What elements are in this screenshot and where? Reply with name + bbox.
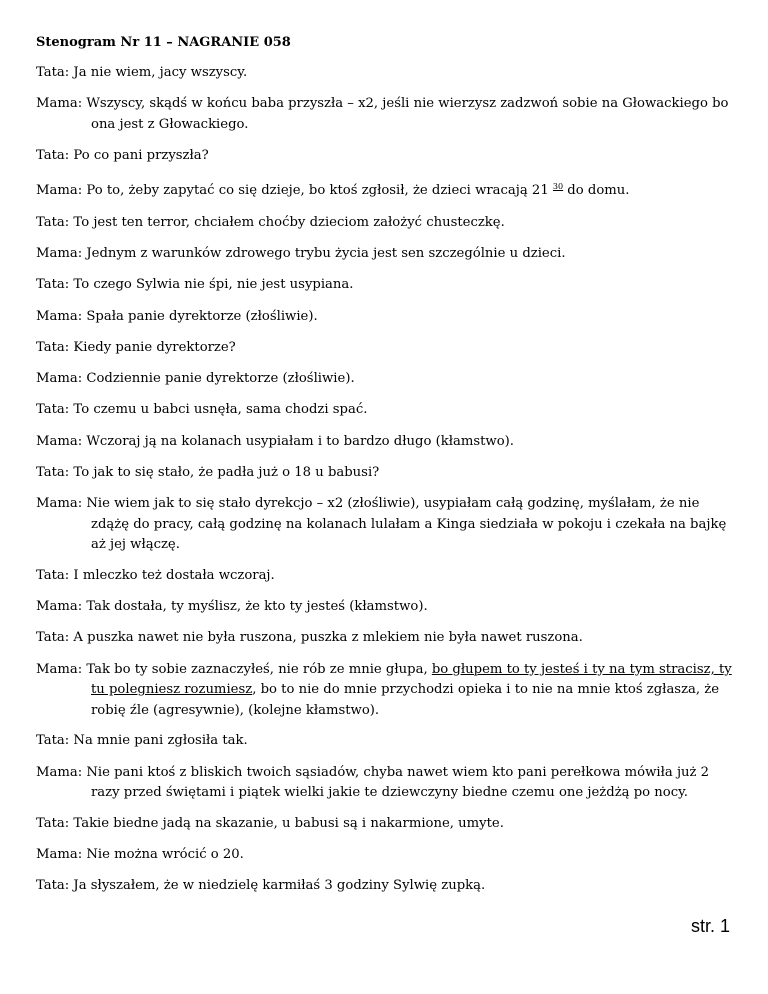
transcript-line: Tata: To jest ten terror, chciałem choćby dzieciom założyć chusteczkę.: [36, 214, 505, 230]
transcript-line: Tata: Na mnie pani zgłosiła tak.: [36, 733, 248, 749]
transcript-line: Mama: Nie pani ktoś z bliskich twoich sąsiadów, chyba nawet wiem kto pani perełkowa mówiła już 2 razy przed świętami i piątek wielki jakie te dziewczyny biedne czemu one jeżdżą po nocy.: [36, 764, 710, 801]
transcript-line: Mama: Nie wiem jak to się stało dyrekcjo – x2 (złośliwie), usypiałam całą godzinę, myślałam, że nie zdążę do pracy, całą godzinę na kolanach lulałam a Kinga siedziała w pokoju i czekała na bajkę aż jej włączę.: [36, 496, 727, 553]
underlined-text: bo głupem to ty jesteś i ty na tym stracisz, ty tu polegniesz rozumiesz: [91, 661, 732, 698]
transcript-document: [36, 33, 736, 907]
transcript-line: Tata: To jak to się stało, że padła już o 18 u babusi?: [36, 465, 380, 481]
document-title: Stenogram Nr 11 – NAGRANIE 058: [36, 35, 291, 50]
transcript-line: Mama: Wszyscy, skądś w końcu baba przyszła – x2, jeśli nie wierzysz zadzwoń sobie na Głowackiego bo ona jest z Głowackiego.: [36, 96, 729, 132]
transcript-line: Tata: A puszka nawet nie była ruszona, puszka z mlekiem nie była nawet ruszona.: [36, 630, 583, 646]
transcript-line: Tata: Kiedy panie dyrektorze?: [36, 339, 236, 355]
line-text: Mama: Po to, żeby zapytać co się dzieje, bo ktoś zgłosił, że dzieci wracają 21: [36, 183, 553, 199]
transcript-line: Mama: Tak dostała, ty myślisz, że kto ty jesteś (kłamstwo).: [36, 599, 428, 615]
transcript-line: Mama: Spała panie dyrektorze (złośliwie).: [36, 308, 318, 324]
transcript-line: Mama: Codziennie panie dyrektorze (złośliwie).: [36, 371, 355, 387]
transcript-line: Tata: Ja słyszałem, że w niedzielę karmiłaś 3 godziny Sylwię zupką.: [36, 878, 486, 894]
transcript-line: Mama: Jednym z warunków zdrowego trybu życia jest sen szczególnie u dzieci.: [36, 245, 566, 261]
transcript-line: Tata: To czego Sylwia nie śpi, nie jest usypiana.: [36, 277, 354, 293]
transcript-line: Tata: Takie biedne jadą na skazanie, u babusi są i nakarmione, umyte.: [36, 815, 504, 831]
transcript-line: Mama: Nie można wrócić o 20.: [36, 846, 244, 862]
transcript-line-time: [36, 177, 736, 202]
transcript-line: Tata: Po co pani przyszła?: [36, 148, 209, 164]
transcript-line: Mama: Wczoraj ją na kolanach usypiałam i to bardzo długo (kłamstwo).: [36, 433, 515, 449]
page-number: str. 1: [690, 916, 730, 936]
line-text: , bo to nie do mnie przychodzi opieka i to nie na mnie ktoś zgłasza, że robię źle (agresywnie), (kolejne kłamstwo).: [91, 682, 720, 718]
line-text: Mama: Tak bo ty sobie zaznaczyłeś, nie rób ze mnie głupa,: [36, 661, 432, 677]
transcript-line: Tata: I mleczko też dostała wczoraj.: [36, 567, 275, 583]
line-text: do domu.: [563, 183, 630, 199]
transcript-line: Tata: To czemu u babci usnęła, sama chodzi spać.: [36, 402, 368, 418]
transcript-line-underlined: [36, 660, 736, 722]
transcript-line: Tata: Ja nie wiem, jacy wszyscy.: [36, 65, 248, 80]
time-superscript: 30: [552, 182, 564, 192]
